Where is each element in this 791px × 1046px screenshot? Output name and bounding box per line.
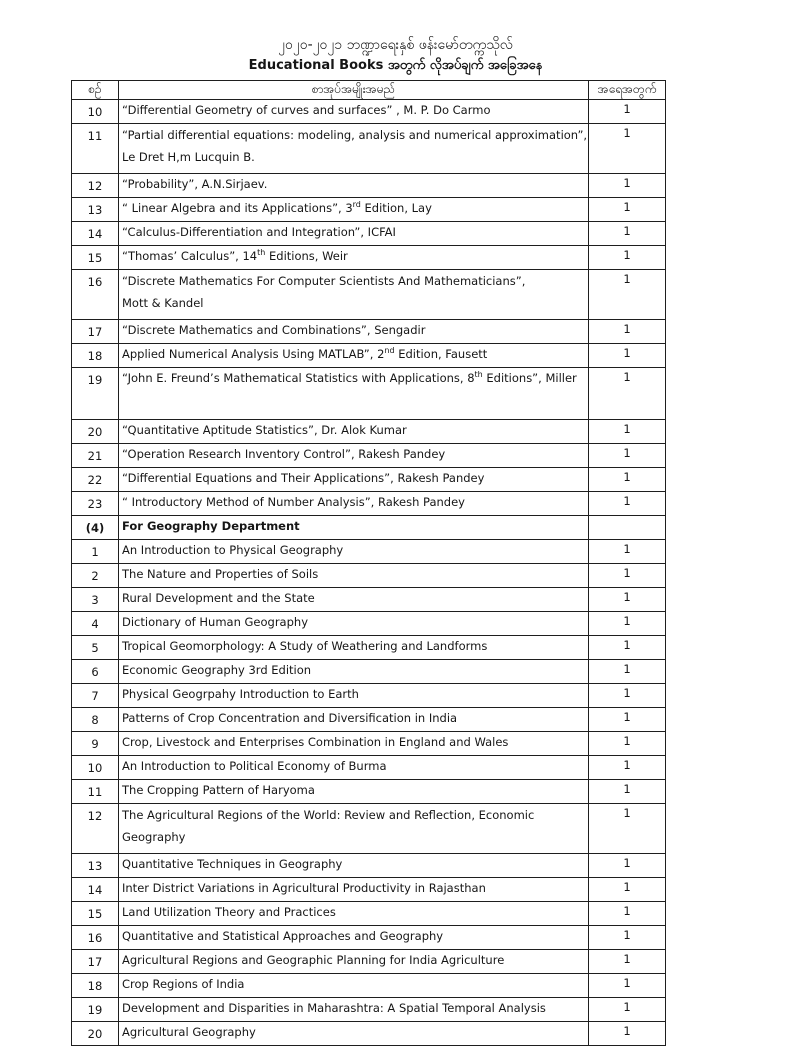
table-row (72, 124, 666, 174)
row-number: 11 (72, 124, 119, 174)
book-quantity: 1 (589, 564, 666, 588)
header-title: စာအုပ်အမျိုးအမည် (119, 81, 589, 100)
table-row (72, 270, 666, 320)
row-number: 18 (72, 974, 119, 998)
table-row (72, 588, 666, 612)
book-quantity: 1 (589, 468, 666, 492)
row-number: 13 (72, 198, 119, 222)
row-number: 19 (72, 998, 119, 1022)
book-quantity: 1 (589, 246, 666, 270)
book-title-line2: Geography (122, 830, 186, 844)
table-row (72, 974, 666, 998)
table-row (72, 100, 666, 124)
edition-superscript: rd (352, 200, 361, 210)
book-quantity: 1 (589, 444, 666, 468)
table-row (72, 732, 666, 756)
table-row (72, 878, 666, 902)
row-number: 13 (72, 854, 119, 878)
table-row (72, 660, 666, 684)
row-number: 15 (72, 902, 119, 926)
table-row (72, 1022, 666, 1046)
table-row (72, 780, 666, 804)
book-quantity: 1 (589, 492, 666, 516)
row-number: 20 (72, 420, 119, 444)
book-title-line2: Mott & Kandel (122, 296, 204, 310)
row-number: 22 (72, 468, 119, 492)
row-number: 19 (72, 368, 119, 420)
book-title: Agricultural Regions and Geographic Planning for India Agriculture (119, 950, 589, 974)
table-row (72, 420, 666, 444)
row-number: 11 (72, 780, 119, 804)
book-quantity: 1 (589, 270, 666, 320)
row-number: 20 (72, 1022, 119, 1046)
book-title-text: “Thomas’ Calculus”, 14 (122, 249, 258, 263)
book-title: “ Introductory Method of Number Analysis”, Rakesh Pandey (119, 492, 589, 516)
table-row (72, 468, 666, 492)
table-row (72, 564, 666, 588)
row-number: 17 (72, 950, 119, 974)
row-number: 18 (72, 344, 119, 368)
table-row (72, 344, 666, 368)
document-subtitle: Educational Books အတွက် လိုအပ်ချက် အခြေအနေ (248, 58, 543, 73)
book-quantity: 1 (589, 368, 666, 420)
book-title: “Differential Equations and Their Applications”, Rakesh Pandey (119, 468, 589, 492)
row-number: 10 (72, 100, 119, 124)
table-row (72, 926, 666, 950)
book-quantity: 1 (589, 756, 666, 780)
row-number: 1 (72, 540, 119, 564)
table-row (72, 804, 666, 854)
book-quantity: 1 (589, 780, 666, 804)
book-quantity: 1 (589, 540, 666, 564)
row-number: 21 (72, 444, 119, 468)
book-quantity: 1 (589, 636, 666, 660)
section-number: (4) (72, 516, 119, 540)
book-quantity: 1 (589, 684, 666, 708)
table-row (72, 368, 666, 420)
book-title (119, 368, 589, 420)
book-quantity: 1 (589, 660, 666, 684)
book-title (119, 804, 589, 854)
book-title-tail: Editions”, Miller (482, 371, 577, 385)
book-title: “Differential Geometry of curves and surfaces” , M. P. Do Carmo (119, 100, 589, 124)
table-row (72, 998, 666, 1022)
table-row (72, 222, 666, 246)
book-title-line1: The Agricultural Regions of the World: Review and Reflection, Economic (122, 808, 535, 822)
row-number: 14 (72, 222, 119, 246)
book-title: “Discrete Mathematics and Combinations”, Sengadir (119, 320, 589, 344)
book-title (119, 198, 589, 222)
book-title: Tropical Geomorphology: A Study of Weathering and Landforms (119, 636, 589, 660)
book-title: “Probability”, A.N.Sirjaev. (119, 174, 589, 198)
header-qty: အရေအတွက် (589, 81, 666, 100)
row-number: 2 (72, 564, 119, 588)
row-number: 15 (72, 246, 119, 270)
book-title-tail: Editions, Weir (265, 249, 348, 263)
book-quantity: 1 (589, 100, 666, 124)
book-title: Rural Development and the State (119, 588, 589, 612)
book-quantity: 1 (589, 708, 666, 732)
book-title-text: “John E. Freund’s Mathematical Statistics with Applications, 8 (122, 371, 475, 385)
book-quantity: 1 (589, 222, 666, 246)
table-row (72, 492, 666, 516)
book-quantity: 1 (589, 732, 666, 756)
row-number: 16 (72, 926, 119, 950)
book-title-line1: “Discrete Mathematics For Computer Scientists And Mathematicians”, (122, 274, 526, 288)
section-title: For Geography Department (119, 516, 589, 540)
row-number: 23 (72, 492, 119, 516)
book-title: Agricultural Geography (119, 1022, 589, 1046)
row-number: 12 (72, 804, 119, 854)
table-row (72, 246, 666, 270)
edition-superscript: nd (384, 346, 395, 356)
book-quantity: 1 (589, 854, 666, 878)
book-title: Crop Regions of India (119, 974, 589, 998)
section-header-row (72, 516, 666, 540)
book-quantity: 1 (589, 974, 666, 998)
book-title: Inter District Variations in Agricultural Productivity in Rajasthan (119, 878, 589, 902)
book-title-line2: Le Dret H,m Lucquin B. (122, 150, 255, 164)
book-title: “Quantitative Aptitude Statistics”, Dr. Alok Kumar (119, 420, 589, 444)
book-title (119, 246, 589, 270)
table-row (72, 444, 666, 468)
row-number: 16 (72, 270, 119, 320)
book-title: Physical Geogrpahy Introduction to Earth (119, 684, 589, 708)
row-number: 5 (72, 636, 119, 660)
book-quantity: 1 (589, 1022, 666, 1046)
row-number: 9 (72, 732, 119, 756)
row-number: 8 (72, 708, 119, 732)
book-title-tail: Edition, Lay (360, 201, 432, 215)
book-title: An Introduction to Political Economy of Burma (119, 756, 589, 780)
book-title: “Calculus-Differentiation and Integration”, ICFAI (119, 222, 589, 246)
book-quantity: 1 (589, 950, 666, 974)
row-number: 10 (72, 756, 119, 780)
edition-superscript: th (257, 248, 266, 258)
book-title (119, 344, 589, 368)
book-quantity: 1 (589, 878, 666, 902)
book-title: Land Utilization Theory and Practices (119, 902, 589, 926)
book-title: “Operation Research Inventory Control”, Rakesh Pandey (119, 444, 589, 468)
book-quantity: 1 (589, 588, 666, 612)
table-row (72, 540, 666, 564)
section-quantity-empty (589, 516, 666, 540)
table-row (72, 636, 666, 660)
book-title: Development and Disparities in Maharashtra: A Spatial Temporal Analysis (119, 998, 589, 1022)
table-row (72, 612, 666, 636)
book-title: Economic Geography 3rd Edition (119, 660, 589, 684)
header-no: စဉ် (72, 81, 119, 100)
table-header-row (72, 81, 666, 100)
books-table (71, 80, 666, 1046)
book-quantity: 1 (589, 174, 666, 198)
book-quantity: 1 (589, 612, 666, 636)
book-title-text: “ Linear Algebra and its Applications”, 3 (122, 201, 353, 215)
row-number: 6 (72, 660, 119, 684)
row-number: 7 (72, 684, 119, 708)
book-title: Quantitative and Statistical Approaches and Geography (119, 926, 589, 950)
book-quantity: 1 (589, 198, 666, 222)
book-title: The Cropping Pattern of Haryoma (119, 780, 589, 804)
book-title: Dictionary of Human Geography (119, 612, 589, 636)
book-title (119, 124, 589, 174)
book-title-tail: Edition, Fausett (394, 347, 488, 361)
table-row (72, 756, 666, 780)
table-row (72, 854, 666, 878)
row-number: 4 (72, 612, 119, 636)
table-row (72, 950, 666, 974)
book-title (119, 270, 589, 320)
row-number: 17 (72, 320, 119, 344)
book-title: Patterns of Crop Concentration and Diversification in India (119, 708, 589, 732)
geography-rows (72, 540, 666, 1046)
table-row (72, 198, 666, 222)
document-title: ၂၀၂၀-၂၀၂၁ ဘဏ္ဍာရေးနှစ် ဖန်းမော်တက္ကသိုလ် (278, 37, 513, 53)
book-quantity: 1 (589, 804, 666, 854)
book-title: Quantitative Techniques in Geography (119, 854, 589, 878)
book-quantity: 1 (589, 320, 666, 344)
book-quantity: 1 (589, 420, 666, 444)
book-quantity: 1 (589, 926, 666, 950)
table-row (72, 174, 666, 198)
book-quantity: 1 (589, 124, 666, 174)
book-title-line1: “Partial differential equations: modeling, analysis and numerical approximation”, (122, 128, 588, 142)
table-row (72, 902, 666, 926)
table-row (72, 684, 666, 708)
book-quantity: 1 (589, 344, 666, 368)
table-row (72, 708, 666, 732)
book-title: Crop, Livestock and Enterprises Combination in England and Wales (119, 732, 589, 756)
book-title: An Introduction to Physical Geography (119, 540, 589, 564)
book-title-text: Applied Numerical Analysis Using MATLAB”, 2 (122, 347, 385, 361)
row-number: 14 (72, 878, 119, 902)
book-quantity: 1 (589, 902, 666, 926)
edition-superscript: th (474, 370, 483, 380)
book-title: The Nature and Properties of Soils (119, 564, 589, 588)
table-row (72, 320, 666, 344)
row-number: 12 (72, 174, 119, 198)
row-number: 3 (72, 588, 119, 612)
book-quantity: 1 (589, 998, 666, 1022)
